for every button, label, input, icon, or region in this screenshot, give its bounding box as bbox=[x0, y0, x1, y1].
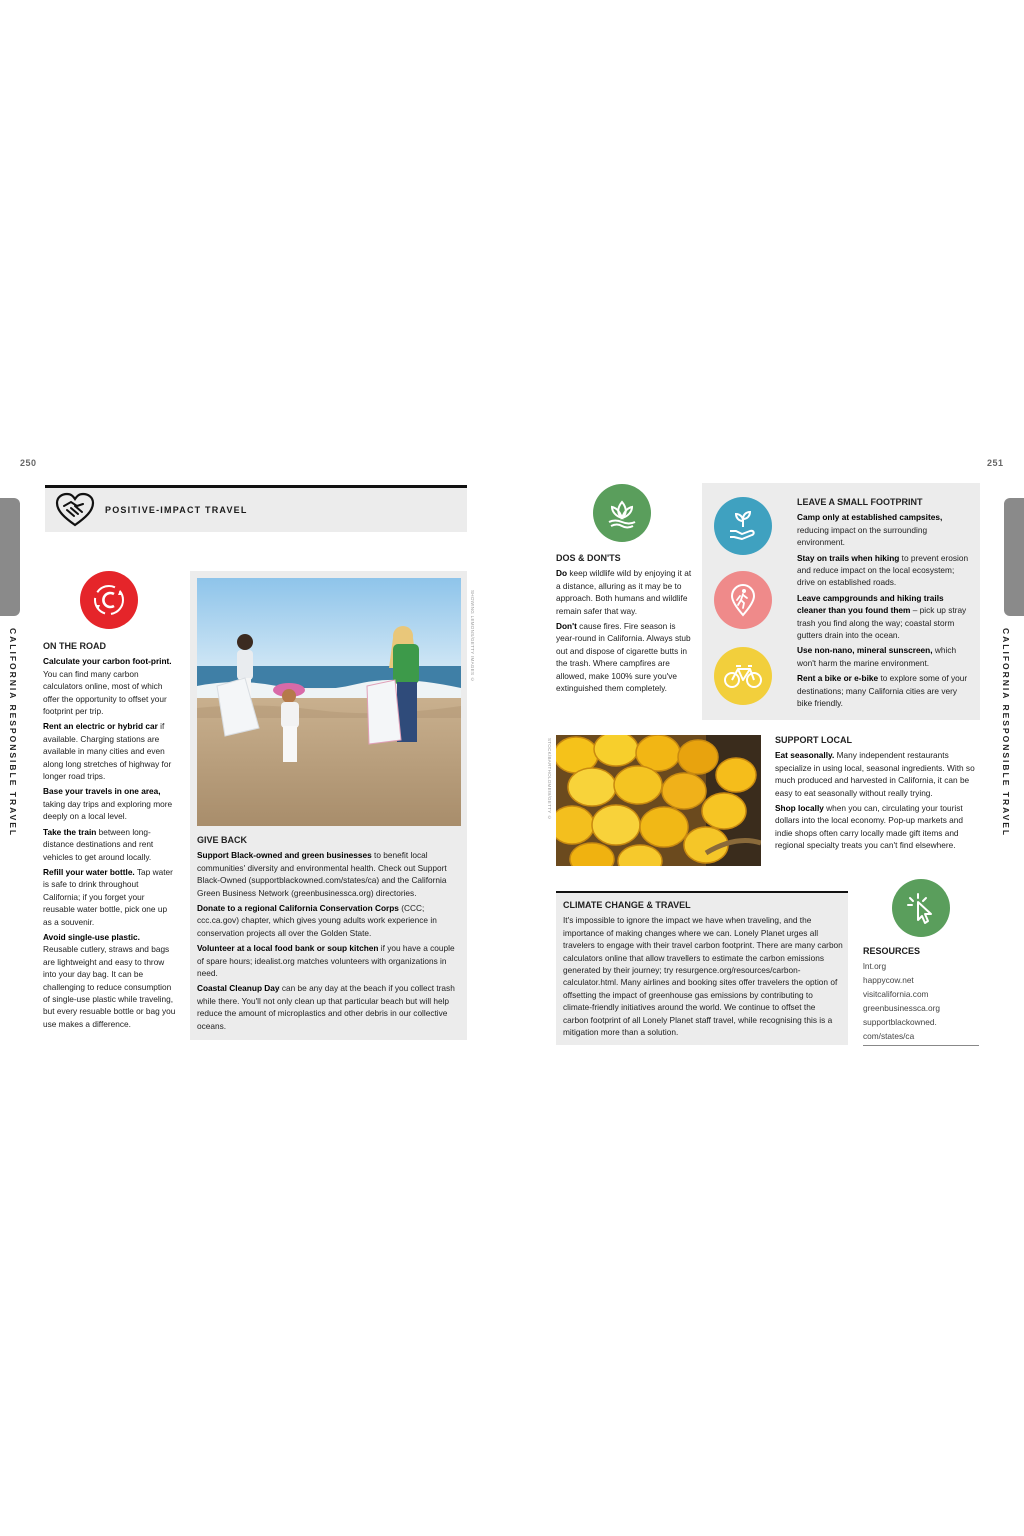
give-back-item: Support Black-owned and green businesses to benefit local communities' diversity and environmental health. Check out Support Black-Owned (supportblackowned.com/states/ca) and the California Green Business Network (greenbusinessca.org) directories. bbox=[197, 850, 447, 898]
bicycle-icon bbox=[714, 647, 772, 705]
road-item: Base your travels in one area, taking day trips and exploring more deeply on a local level. bbox=[43, 786, 173, 822]
support-local-heading: SUPPORT LOCAL bbox=[775, 735, 853, 745]
hiker-pin-icon bbox=[714, 571, 772, 629]
support-local-section bbox=[775, 734, 980, 855]
footprint-item: Camp only at established campsites, reducing impact on the surrounding environment. bbox=[797, 512, 943, 548]
side-label-left: CALIFORNIA RESPONSIBLE TRAVEL bbox=[8, 628, 18, 838]
footprint-item: Stay on trails when hiking to prevent erosion and reduce impact on the local ecosystem; drive on established roads. bbox=[797, 552, 969, 588]
small-footprint-section bbox=[797, 496, 973, 713]
climate-heading: CLIMATE CHANGE & TRAVEL bbox=[563, 900, 691, 910]
road-item: Calculate your carbon foot-print. You can find many carbon calculators online, most of which offer the opportunity to offset your footprint per trip. bbox=[43, 656, 172, 717]
footprint-item: Rent a bike or e-bike to explore some of your destinations; many California cities are very bike friendly. bbox=[797, 673, 968, 709]
cursor-click-icon bbox=[892, 879, 950, 937]
road-item: Rent an electric or hybrid car if available. Charging stations are available in many cities and even along long stretches of highway for longer road trips. bbox=[43, 721, 172, 782]
give-back-item: Coastal Cleanup Day can be any day at the beach if you collect trash while there. You'll not only clean up that particular beach but will help reduce the amount of microplastics and other debris in our collective oceans. bbox=[197, 983, 455, 1031]
section-header bbox=[45, 485, 467, 532]
section-title: POSITIVE-IMPACT TRAVEL bbox=[105, 505, 248, 515]
photo-credit-beach: SHOWING LEMONS/GETTY IMAGES © bbox=[470, 590, 475, 683]
resources-heading: RESOURCES bbox=[863, 946, 921, 956]
road-item: Refill your water bottle. Tap water is safe to drink throughout California; if you forget your reusable water bottle, pick one up as a souvenir. bbox=[43, 866, 173, 927]
resource-link[interactable]: visitcalifornia.com bbox=[863, 989, 929, 999]
footprint-item: Leave campgrounds and hiking trails cleaner than you found them – pick up stray trash you find along the way; coastal storm gutters drain into the ocean. bbox=[797, 592, 967, 641]
give-back-item: Volunteer at a local food bank or soup kitchen if you have a couple of spare hours; idealist.org matches volunteers with organizations in need. bbox=[197, 943, 455, 979]
road-item: Take the train between long-distance destinations and rent vehicles to get around locally. bbox=[43, 826, 154, 862]
on-the-road-section bbox=[43, 640, 176, 1033]
dos-donts-section bbox=[556, 552, 692, 697]
resource-link[interactable]: lnt.org bbox=[863, 961, 887, 971]
on-the-road-heading: ON THE ROAD bbox=[43, 641, 106, 651]
resources-divider bbox=[863, 1045, 979, 1046]
resource-link[interactable]: com/states/ca bbox=[863, 1031, 915, 1041]
donts-item: Don't cause fires. Fire season is year-round in California. Always stub out and dispose of cigarette butts in the trash. Where campfires are allowed, make 100% sure you've extinguished them completely. bbox=[556, 621, 691, 694]
footprint-item: Use non-nano, mineral sunscreen, which won't harm the marine environment. bbox=[797, 645, 957, 668]
side-label-right: CALIFORNIA RESPONSIBLE TRAVEL bbox=[1001, 628, 1011, 838]
support-local-item: Shop locally when you can, circulating your tourist dollars into the local economy. Pop-up markets and indie shops often carry locally made gift items and regional specialty treats you can't find elsewhere. bbox=[775, 803, 964, 851]
handshake-heart-icon bbox=[55, 492, 95, 533]
page-number-right: 251 bbox=[987, 458, 1004, 468]
photo-credit-tomatoes: STOCK/BARTHOLOMEW/GETTY © bbox=[547, 738, 552, 821]
give-back-heading: GIVE BACK bbox=[197, 835, 248, 845]
resources-section bbox=[863, 946, 979, 1046]
small-footprint-heading: LEAVE A SMALL FOOTPRINT bbox=[797, 497, 923, 507]
page-number-left: 250 bbox=[20, 458, 37, 468]
dos-item: Do keep wildlife wild by enjoying it at a distance, alluring as it may be to approach. Both humans and wildlife remain safer that way. bbox=[556, 568, 692, 616]
plant-water-icon bbox=[593, 484, 651, 542]
give-back-section bbox=[197, 834, 461, 1035]
hand-sprout-icon bbox=[714, 497, 772, 555]
thumb-tab-left bbox=[0, 498, 20, 616]
beach-cleanup-photo bbox=[197, 578, 461, 826]
climate-text: It's impossible to ignore the impact we have when traveling, and the importance of making changes where we can. Lonely Planet urges all travelers to engage with their travel carbon footprint. There are many carbon calculators online that allow travellers to estimate the carbon emissions generated by their journey; try resurgence.org/resources/carbon-calculator.html. Many airlines and booking sites offer travelers the option of offsetting the impact of greenhouse gas emissions by contributing to climate-friendly initiatives around the world. We continue to offset the carbon footprint of all Lonely Planet staff travel, while recognising this is a mitigation more than a solution. bbox=[563, 915, 843, 1038]
heirloom-tomatoes-photo bbox=[556, 735, 761, 866]
resource-link[interactable]: supportblackowned. bbox=[863, 1017, 937, 1027]
resource-link[interactable]: greenbusinessca.org bbox=[863, 1003, 941, 1013]
dos-donts-heading: DOS & DON'TS bbox=[556, 553, 621, 563]
carbon-cycle-icon bbox=[80, 571, 138, 629]
climate-section bbox=[563, 899, 843, 1041]
resource-link[interactable]: happycow.net bbox=[863, 975, 914, 985]
give-back-item: Donate to a regional California Conservation Corps (CCC; ccc.ca.gov) chapter, which gives young adults work experience in conservation projects all over the Golden State. bbox=[197, 903, 437, 938]
support-local-item: Eat seasonally. Many independent restaurants specialize in using local, seasonal ingredients. With so much produced and harvested in California, it can be easy to eat seasonally without really trying. bbox=[775, 750, 975, 798]
thumb-tab-right bbox=[1004, 498, 1024, 616]
road-item: Avoid single-use plastic. Reusable cutlery, straws and bags are lightweight and easy to throw into your day bag. It can be challenging to reduce consumption of single-use plastic while traveling, but every resuable bottle or bag you use makes a difference. bbox=[43, 931, 176, 1029]
